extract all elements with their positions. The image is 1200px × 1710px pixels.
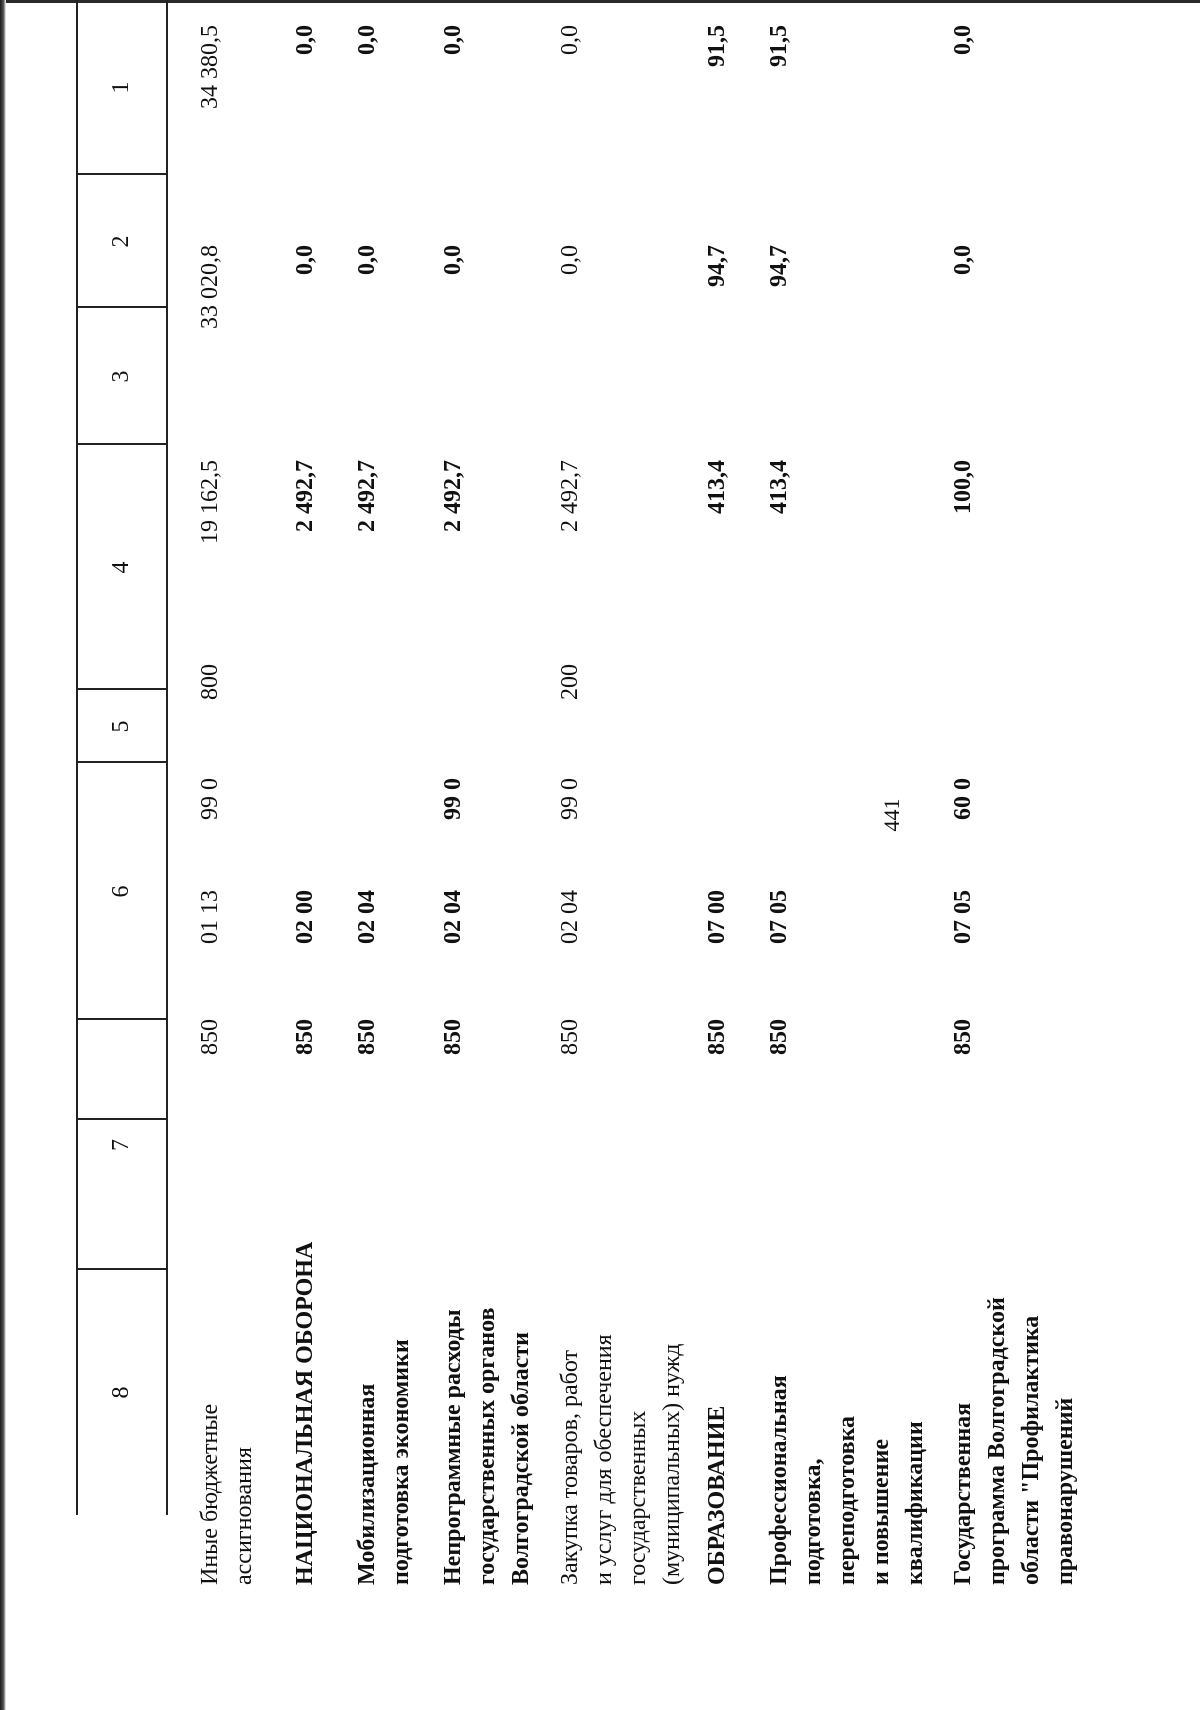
row-3-c6: 2 492,7 [440, 460, 466, 532]
row-3-c3: 02 04 [440, 890, 466, 944]
row-2-c8: 0,0 [354, 25, 380, 55]
header-col-1: 1 [107, 81, 134, 94]
row-2-c3: 02 04 [354, 890, 380, 944]
row-0-c5: 800 [197, 664, 223, 700]
row-5-c7: 94,7 [704, 245, 730, 287]
row-6-name: Профессиональная подготовка, переподготовка и повышение квалификации [766, 1375, 928, 1585]
row-5-name: ОБРАЗОВАНИЕ [704, 1405, 730, 1585]
row-7-c3: 07 05 [950, 890, 976, 944]
row-0-c4: 99 0 [197, 778, 223, 820]
row-0-c3: 01 13 [197, 890, 223, 944]
row-3-c2: 850 [440, 1019, 466, 1055]
row-4-c5: 200 [557, 664, 583, 700]
row-4-c8: 0,0 [557, 25, 583, 55]
row-2-c6: 2 492,7 [354, 460, 380, 532]
row-4-c3: 02 04 [557, 890, 583, 944]
row-1-name: НАЦИОНАЛЬНАЯ ОБОРОНА [292, 1241, 318, 1585]
row-4-c4: 99 0 [557, 778, 583, 820]
row-0-name: Иные бюджетные ассигнования [197, 1403, 257, 1585]
row-0-c2: 850 [197, 1019, 223, 1055]
row-7-c6: 100,0 [950, 460, 976, 514]
row-3-c4: 99 0 [440, 778, 466, 820]
row-7-c8: 0,0 [950, 25, 976, 55]
page-number: 441 [879, 798, 904, 832]
row-7-c4: 60 0 [950, 778, 976, 820]
row-0-c6: 19 162,5 [197, 460, 223, 544]
row-6-c6: 413,4 [766, 460, 792, 514]
row-0-c8: 34 380,5 [197, 25, 223, 109]
row-6-c7: 94,7 [766, 245, 792, 287]
row-6-c2: 850 [766, 1019, 792, 1055]
row-3-c7: 0,0 [440, 245, 466, 275]
row-5-c3: 07 00 [704, 890, 730, 944]
header-bottom-border [166, 0, 168, 1515]
row-6-c3: 07 05 [766, 890, 792, 944]
row-7-c7: 0,0 [950, 245, 976, 275]
row-1-c8: 0,0 [292, 25, 318, 55]
row-4-name: Закупка товаров, работ и услуг для обеспечения государственных (муниципальных) нужд [557, 1334, 685, 1585]
header-col-3: 3 [107, 370, 134, 383]
header-col-4: 4 [107, 561, 134, 574]
row-7-name: Государственная программа Волгоградской области "Профилактика правонарушений [950, 1297, 1078, 1585]
row-1-c7: 0,0 [292, 245, 318, 275]
row-5-c8: 91,5 [704, 25, 730, 67]
row-1-c6: 2 492,7 [292, 460, 318, 532]
row-3-c8: 0,0 [440, 25, 466, 55]
row-5-c6: 413,4 [704, 460, 730, 514]
header-col-8: 8 [107, 1386, 134, 1399]
row-3-name: Непрограммные расходы государственных органов Волгоградской области [440, 1307, 534, 1585]
row-2-name: Мобилизационная подготовка экономики [354, 1339, 414, 1585]
row-5-c2: 850 [704, 1019, 730, 1055]
row-7-c2: 850 [950, 1019, 976, 1055]
header-col-7: 7 [107, 1139, 134, 1151]
row-0-c7: 33 020,8 [197, 245, 223, 329]
header-col-2: 2 [107, 235, 134, 248]
row-6-c8: 91,5 [766, 25, 792, 67]
header-col-6: 6 [107, 885, 134, 898]
row-4-c7: 0,0 [557, 245, 583, 275]
header-col-5: 5 [107, 720, 134, 733]
row-1-c2: 850 [292, 1019, 318, 1055]
row-2-c2: 850 [354, 1019, 380, 1055]
row-4-c2: 850 [557, 1019, 583, 1055]
row-4-c6: 2 492,7 [557, 460, 583, 532]
row-1-c3: 02 00 [292, 890, 318, 944]
row-2-c7: 0,0 [354, 245, 380, 275]
